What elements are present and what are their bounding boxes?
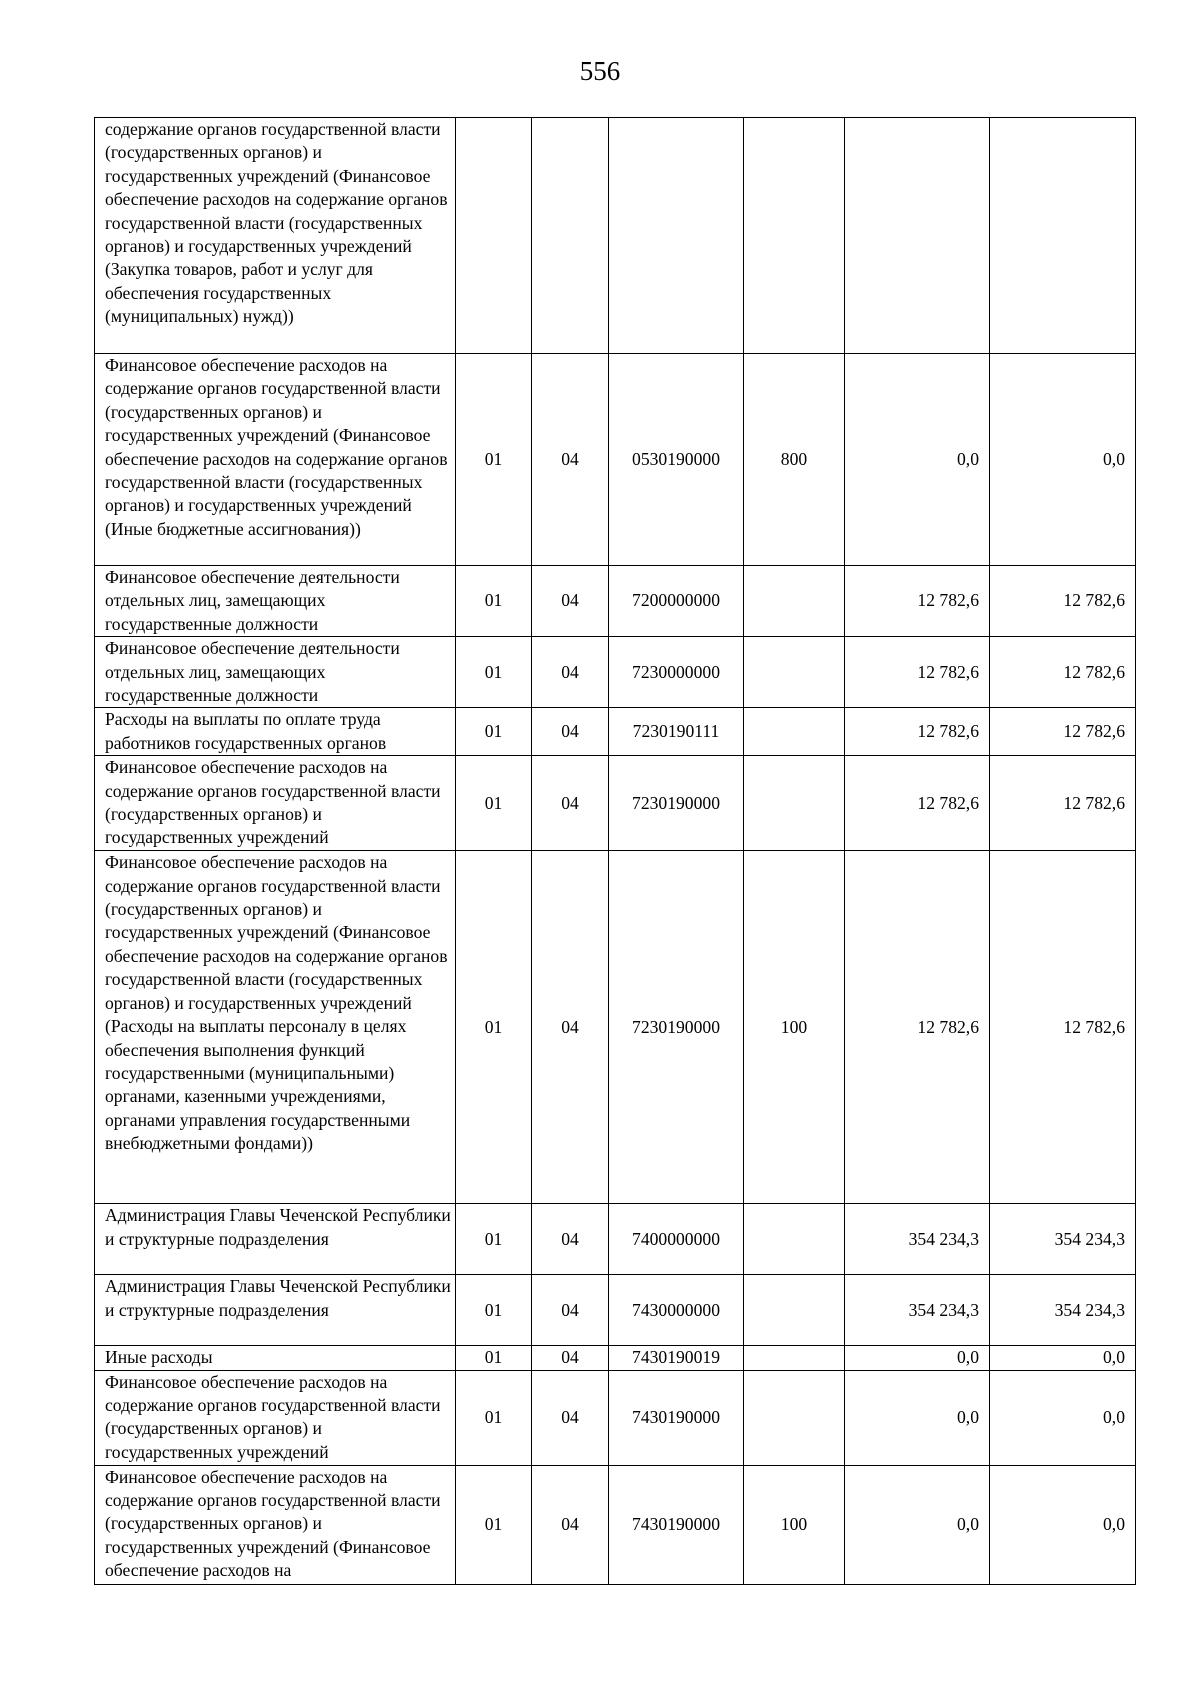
amount-2: 12 782,6 [990,566,1136,637]
table-row [95,637,1136,708]
row-name: Финансовое обеспечение расходов на содержание органов государственной власти (государственных органов) и государственных учреждений [95,1370,456,1465]
expense-type-code [744,1346,845,1370]
amount-1: 12 782,6 [845,566,990,637]
table-row [95,118,1136,354]
table-row [95,851,1136,1204]
subsection-code [532,118,609,354]
target-code: 7430190000 [609,1465,744,1584]
amount-2: 0,0 [990,354,1136,566]
table-row [95,1204,1136,1275]
target-code [609,118,744,354]
expense-type-code [744,1204,845,1275]
table-row [95,756,1136,851]
section-code: 01 [456,1275,532,1346]
row-name: содержание органов государственной власти (государственных органов) и государственных учреждений (Финансовое обеспечение расходов на содержание органов государственной власти (государственных органов) и государственных учреждений (Закупка товаров, работ и услуг для обеспечения государственных (муниципальных) нужд)) [95,118,456,354]
row-name: Расходы на выплаты по оплате труда работников государственных органов [95,708,456,756]
subsection-code: 04 [532,1465,609,1584]
table-row [95,1275,1136,1346]
amount-1: 12 782,6 [845,708,990,756]
table-row [95,354,1136,566]
expense-type-code [744,566,845,637]
expense-type-code [744,637,845,708]
section-code: 01 [456,1346,532,1370]
subsection-code: 04 [532,1370,609,1465]
budget-table [94,117,1136,1585]
row-name: Администрация Главы Чеченской Республики и структурные подразделения [95,1204,456,1275]
subsection-code: 04 [532,566,609,637]
expense-type-code: 100 [744,1465,845,1584]
subsection-code: 04 [532,1346,609,1370]
amount-1: 12 782,6 [845,756,990,851]
amount-1: 0,0 [845,1370,990,1465]
expense-type-code [744,756,845,851]
amount-2: 12 782,6 [990,637,1136,708]
subsection-code: 04 [532,354,609,566]
table-row [95,1465,1136,1584]
section-code: 01 [456,354,532,566]
expense-type-code: 100 [744,851,845,1204]
subsection-code: 04 [532,851,609,1204]
section-code: 01 [456,1370,532,1465]
target-code: 7200000000 [609,566,744,637]
expense-type-code [744,118,845,354]
table-row [95,1370,1136,1465]
subsection-code: 04 [532,637,609,708]
amount-2: 12 782,6 [990,756,1136,851]
section-code: 01 [456,851,532,1204]
table-row [95,1346,1136,1370]
page-number: 556 [579,56,621,86]
subsection-code: 04 [532,1204,609,1275]
amount-1: 354 234,3 [845,1204,990,1275]
amount-1: 12 782,6 [845,851,990,1204]
section-code: 01 [456,708,532,756]
row-name: Иные расходы [95,1346,456,1370]
target-code: 7230190000 [609,756,744,851]
target-code: 0530190000 [609,354,744,566]
section-code: 01 [456,566,532,637]
amount-2 [990,118,1136,354]
amount-1: 0,0 [845,354,990,566]
subsection-code: 04 [532,756,609,851]
amount-2: 0,0 [990,1370,1136,1465]
target-code: 7230000000 [609,637,744,708]
subsection-code: 04 [532,1275,609,1346]
table-row [95,566,1136,637]
amount-1: 0,0 [845,1465,990,1584]
expense-type-code [744,708,845,756]
row-name: Финансовое обеспечение расходов на содержание органов государственной власти (государственных органов) и государственных учреждений (Финансовое обеспечение расходов на содержание органов государственной власти (государственных органов) и государственных учреждений (Расходы на выплаты персоналу в целях обеспечения выполнения функций государственными (муниципальными) органами, казенными учреждениями, органами управления государственными внебюджетными фондами)) [95,851,456,1204]
target-code: 7230190111 [609,708,744,756]
amount-2: 0,0 [990,1465,1136,1584]
section-code: 01 [456,637,532,708]
table-row [95,708,1136,756]
target-code: 7230190000 [609,851,744,1204]
subsection-code: 04 [532,708,609,756]
expense-type-code [744,1275,845,1346]
amount-2: 0,0 [990,1346,1136,1370]
row-name: Финансовое обеспечение деятельности отдельных лиц, замещающих государственные должности [95,566,456,637]
row-name: Финансовое обеспечение расходов на содержание органов государственной власти (государственных органов) и государственных учреждений (Финансовое обеспечение расходов на [95,1465,456,1584]
target-code: 7400000000 [609,1204,744,1275]
target-code: 7430190000 [609,1370,744,1465]
section-code [456,118,532,354]
amount-2: 354 234,3 [990,1204,1136,1275]
expense-type-code: 800 [744,354,845,566]
amount-1: 354 234,3 [845,1275,990,1346]
row-name: Финансовое обеспечение деятельности отдельных лиц, замещающих государственные должности [95,637,456,708]
section-code: 01 [456,1465,532,1584]
row-name: Администрация Главы Чеченской Республики и структурные подразделения [95,1275,456,1346]
row-name: Финансовое обеспечение расходов на содержание органов государственной власти (государственных органов) и государственных учреждений [95,756,456,851]
expense-type-code [744,1370,845,1465]
amount-2: 354 234,3 [990,1275,1136,1346]
target-code: 7430190019 [609,1346,744,1370]
amount-2: 12 782,6 [990,708,1136,756]
amount-1: 12 782,6 [845,637,990,708]
target-code: 7430000000 [609,1275,744,1346]
row-name: Финансовое обеспечение расходов на содержание органов государственной власти (государственных органов) и государственных учреждений (Финансовое обеспечение расходов на содержание органов государственной власти (государственных органов) и государственных учреждений (Иные бюджетные ассигнования)) [95,354,456,566]
section-code: 01 [456,756,532,851]
amount-1: 0,0 [845,1346,990,1370]
amount-2: 12 782,6 [990,851,1136,1204]
section-code: 01 [456,1204,532,1275]
amount-1 [845,118,990,354]
